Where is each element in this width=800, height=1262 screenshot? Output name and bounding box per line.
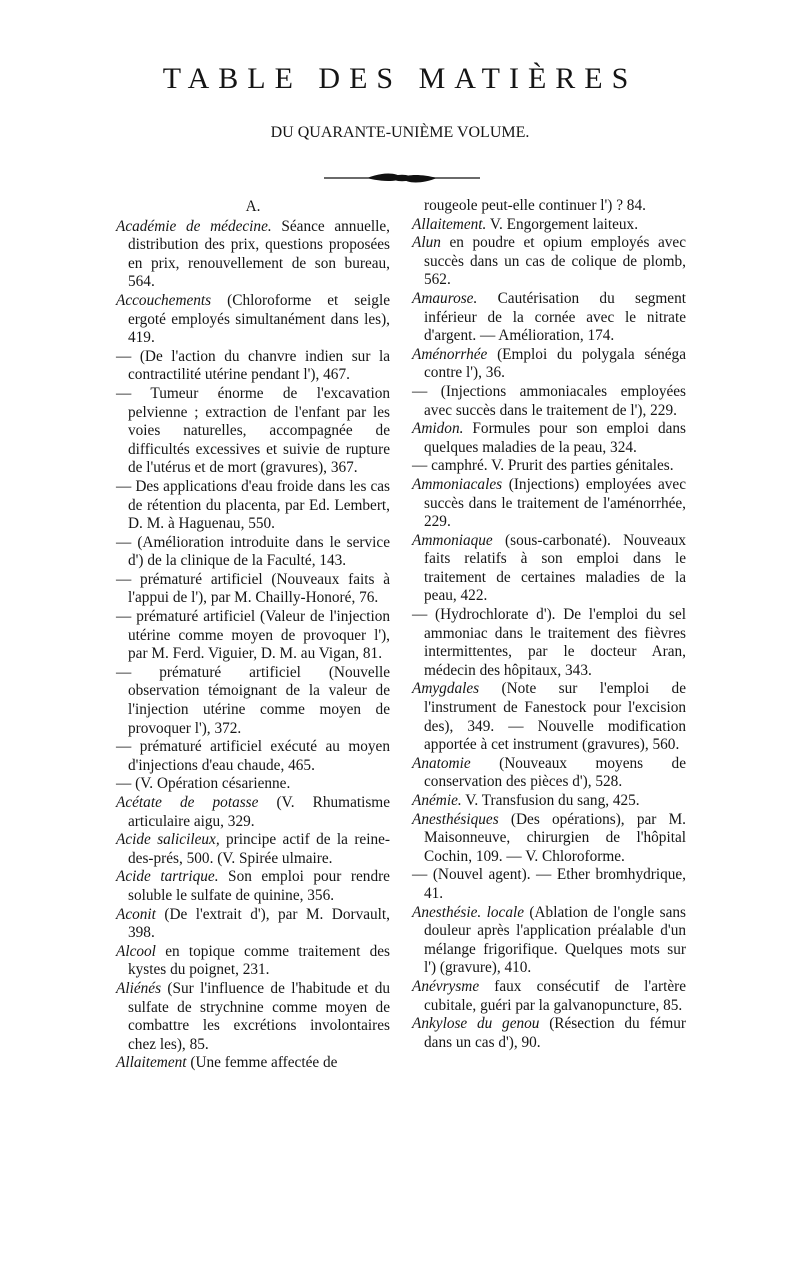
entry-text: Séance annuelle, distribution des prix, questions proposées en prix, renouvellement de son bureau, 564. xyxy=(128,217,390,291)
entry-text: (Emploi du polygala sénéga contre l'), 36. xyxy=(424,345,686,382)
index-entry xyxy=(116,534,390,571)
index-entry xyxy=(412,755,686,792)
entry-term: Allaitement xyxy=(116,1054,187,1072)
index-entry xyxy=(116,831,390,868)
entry-text: — prématuré artificiel (Valeur de l'injection utérine comme moyen de provoquer l'), par M. Ferd. Viguier, D. M. au Vigan, 81. xyxy=(116,608,390,663)
entry-term: Académie de médecine. xyxy=(116,217,272,235)
entry-text: (Sur l'influence de l'habitude et du sulfate de strychnine comme moyen de combattre les excrétions involontaires chez les), 85. xyxy=(128,979,390,1053)
index-entry xyxy=(412,216,686,235)
entry-text: — prématuré artificiel exécuté au moyen d'injections d'eau chaude, 465. xyxy=(116,738,390,774)
index-entry xyxy=(116,571,390,608)
entry-text: (De l'extrait d'), par M. Dorvault, 398. xyxy=(128,905,390,942)
index-entry xyxy=(116,478,390,534)
page-title: TABLE DES MATIÈRES xyxy=(162,62,638,95)
entry-term: Anatomie xyxy=(412,754,471,772)
entry-term: Anesthésie. locale xyxy=(412,903,525,921)
entry-text: (Ablation de l'ongle sans douleur après l'application préalable d'un mélange frigorifique. Quelques mots sur l') (gravure), 410. xyxy=(424,903,686,977)
index-entry xyxy=(412,1015,686,1052)
entry-term: Alun xyxy=(412,234,441,252)
entry-term: Anévrysme xyxy=(412,977,480,995)
entry-text: (Note sur l'emploi de l'instrument de Fanestock pour l'excision des), 349. — Nouvelle modification apportée à cet instrument (gravures), 560. xyxy=(424,680,686,754)
entry-term: Amygdales xyxy=(412,680,480,698)
entry-term: Aménorrhée xyxy=(412,345,488,363)
index-entry xyxy=(116,738,390,775)
entry-text: V. Engorgement laiteux. xyxy=(486,215,639,233)
entry-term: Accouchements xyxy=(116,291,212,309)
index-entry xyxy=(412,290,686,346)
entry-term: Acétate de potasse xyxy=(116,794,259,811)
entry-term: Ammoniacales xyxy=(412,475,503,493)
entry-text: — (Hydrochlorate d'). De l'emploi du sel ammoniac dans le traitement des fièvres intermittentes, par le docteur Aran, médecin des hôpitaux, 343. xyxy=(412,606,686,679)
entry-text: (Des opérations), par M. Maisonneuve, chirurgien de l'hôpital Cochin, 109. — V. Chloroforme. xyxy=(424,810,686,865)
entry-term: Aliénés xyxy=(116,979,162,997)
entry-term: Ankylose du genou xyxy=(412,1015,540,1033)
entry-text: — (V. Opération césarienne. xyxy=(116,775,291,793)
index-entry xyxy=(116,943,390,980)
entry-text: V. Transfusion du sang, 425. xyxy=(461,792,640,809)
index-entry xyxy=(412,476,686,532)
entry-text: principe actif de la reine-des-prés, 500. (V. Spirée ulmaire. xyxy=(128,831,390,867)
index-entry xyxy=(412,234,686,290)
entry-text: — prématuré artificiel (Nouvelle observation témoignant de la valeur de l'injection utérine comme moyen de provoquer l'), 372. xyxy=(116,663,390,737)
index-entry xyxy=(116,348,390,385)
entry-text: (Chloroforme et seigle ergoté employés simultanément dans les), 419. xyxy=(128,291,390,347)
section-letter: A. xyxy=(245,198,261,215)
entry-text: (Une femme affectée de xyxy=(186,1054,338,1072)
entry-text: — prématuré artificiel (Nouveaux faits à l'appui de l'), par M. Chailly-Honoré, 76. xyxy=(116,570,390,607)
index-entry xyxy=(412,978,686,1015)
entry-text: — camphré. V. Prurit des parties génitales. xyxy=(412,457,674,475)
entry-text: — Des applications d'eau froide dans les cas de rétention du placenta, par Ed. Lembert, D. M. à Haguenau, 550. xyxy=(116,477,390,533)
index-entry xyxy=(116,218,390,292)
entry-term: Amaurose. xyxy=(412,289,478,307)
entry-text: (Injections) employées avec succès dans le traitement de l'aménorrhée, 229. xyxy=(424,475,686,531)
index-entry xyxy=(116,980,390,1054)
index-entry xyxy=(116,292,390,348)
entry-text: (Nouveaux moyens de conservation des pièces d'), 528. xyxy=(424,754,686,791)
left-entries-list xyxy=(116,218,390,1073)
index-entry xyxy=(116,906,390,943)
entry-term: Anesthésiques xyxy=(412,810,499,828)
index-entry xyxy=(412,532,686,606)
entry-text: faux consécutif de l'artère cubitale, guéri par la galvanopuncture, 85. xyxy=(424,977,686,1014)
index-entry xyxy=(116,794,390,831)
index-entry xyxy=(116,608,390,664)
page-subtitle: DU QUARANTE-UNIÈME VOLUME. xyxy=(270,124,530,141)
index-entry xyxy=(412,346,686,383)
entry-text: — (Injections ammoniacales employées avec succès dans le traitement de l'), 229. xyxy=(412,382,686,419)
entry-term: Ammoniaque xyxy=(412,531,493,549)
right-column xyxy=(412,197,686,1052)
index-entry xyxy=(116,664,390,738)
index-entry xyxy=(412,866,686,903)
index-entry xyxy=(412,680,686,754)
index-entry xyxy=(412,606,686,680)
index-entry xyxy=(412,904,686,978)
entry-text: rougeole peut-elle continuer l') ? 84. xyxy=(424,197,646,214)
ornament-divider xyxy=(322,171,482,185)
index-entry xyxy=(412,383,686,420)
entry-text: (sous-carbonaté). Nouveaux faits relatifs à son emploi dans le traitement de certaines maladies de la peau, 422. xyxy=(424,531,686,605)
index-entry xyxy=(412,811,686,867)
right-entries-list xyxy=(412,197,686,1052)
entry-text: Son emploi pour rendre soluble le sulfate de quinine, 356. xyxy=(128,868,390,904)
index-entry xyxy=(412,197,686,216)
entry-term: Acide salicileux, xyxy=(116,831,220,849)
entry-text: — Tumeur énorme de l'excavation pelvienne ; extraction de l'enfant par les voies naturelles, accompagnée de difficultés excessives et suivie de rupture de l'utérus et de mort (gravures), 367. xyxy=(116,384,390,477)
index-entry xyxy=(116,1054,390,1073)
entry-term: Acide tartrique. xyxy=(116,868,219,886)
entry-text: (Résection du fémur dans un cas d'), 90. xyxy=(424,1015,686,1051)
entry-text: Formules pour son emploi dans quelques maladies de la peau, 324. xyxy=(424,420,686,456)
index-entry xyxy=(412,420,686,457)
entry-text: — (Nouvel agent). — Ether bromhydrique, 41. xyxy=(412,866,686,902)
entry-term: Alcool xyxy=(116,942,156,960)
entry-text: en poudre et opium employés avec succès dans un cas de colique de plomb, 562. xyxy=(424,234,686,289)
index-entry xyxy=(116,385,390,478)
entry-term: Amidon. xyxy=(412,420,464,438)
entry-text: — (Amélioration introduite dans le service d') de la clinique de la Faculté, 143. xyxy=(116,533,390,570)
index-entry xyxy=(412,457,686,476)
entry-term: Anémie. xyxy=(412,792,462,809)
entry-text: Cautérisation du segment inférieur de la cornée avec le nitrate d'argent. — Amélioration, 174. xyxy=(424,289,686,345)
left-column xyxy=(116,198,390,1073)
entry-text: en topique comme traitement des kystes du poignet, 231. xyxy=(128,942,390,979)
index-entry xyxy=(116,775,390,794)
entry-text: — (De l'action du chanvre indien sur la contractilité utérine pendant l'), 467. xyxy=(116,347,390,384)
index-entry xyxy=(116,868,390,905)
entry-term: Aconit xyxy=(116,905,156,923)
index-entry xyxy=(412,792,686,811)
entry-text: (V. Rhumatisme articulaire aigu, 329. xyxy=(128,794,390,830)
entry-term: Allaitement. xyxy=(412,215,487,233)
